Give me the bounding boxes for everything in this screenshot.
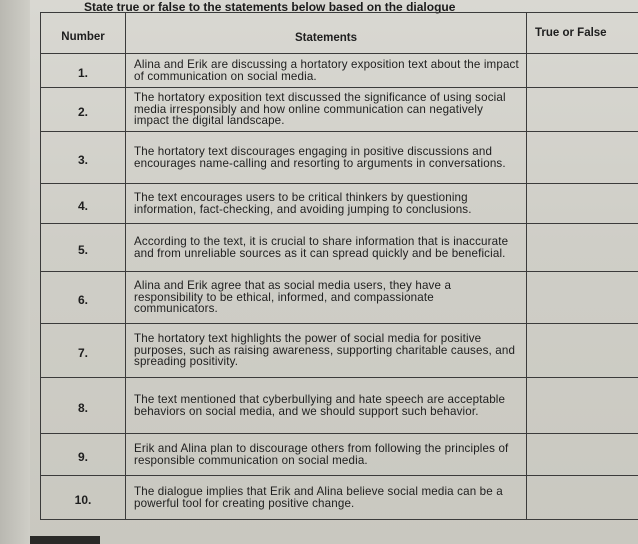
answer-cell[interactable] — [527, 378, 638, 434]
row-number: 5. — [41, 224, 126, 272]
answer-cell[interactable] — [527, 88, 638, 132]
row-statement: The text mentioned that cyberbullying and hate speech are acceptable behaviors on social media, and we should support such behavior. — [126, 378, 527, 434]
row-statement: The hortatory text discourages engaging in positive discussions and encourages name-calling and resorting to arguments in conversations. — [126, 132, 527, 184]
answer-cell[interactable] — [527, 272, 638, 324]
statements-column-header: Statements — [126, 13, 527, 54]
table-row — [41, 378, 638, 434]
answer-cell[interactable] — [527, 434, 638, 476]
page-left-edge — [0, 0, 30, 544]
row-number: 3. — [41, 132, 126, 184]
table-row — [41, 324, 638, 378]
table-row — [41, 132, 638, 184]
table-row — [41, 88, 638, 132]
row-statement: Alina and Erik are discussing a hortatory exposition text about the impact of communication on social media. — [126, 54, 527, 88]
row-number: 2. — [41, 88, 126, 132]
row-statement: The hortatory exposition text discussed the significance of using social media irresponsibly and how online communication can negatively impact the digital landscape. — [126, 88, 527, 132]
table-row — [41, 272, 638, 324]
row-number: 6. — [41, 272, 126, 324]
table-header-row — [41, 13, 638, 54]
row-number: 10. — [41, 476, 126, 520]
row-number: 8. — [41, 378, 126, 434]
row-number: 9. — [41, 434, 126, 476]
answer-cell[interactable] — [527, 324, 638, 378]
row-statement: Erik and Alina plan to discourage others from following the principles of responsible communication on social media. — [126, 434, 527, 476]
row-statement: The text encourages users to be critical thinkers by questioning information, fact-checking, and avoiding jumping to conclusions. — [126, 184, 527, 224]
row-number: 1. — [41, 54, 126, 88]
row-statement: According to the text, it is crucial to share information that is inaccurate and from unreliable sources as it can spread quickly and be beneficial. — [126, 224, 527, 272]
table-row — [41, 184, 638, 224]
true-false-table — [40, 12, 638, 520]
bottom-shadow — [30, 536, 100, 544]
row-statement: Alina and Erik agree that as social media users, they have a responsibility to be ethical, informed, and compassionate communicators. — [126, 272, 527, 324]
table-row — [41, 476, 638, 520]
number-column-header: Number — [41, 13, 126, 54]
table-row — [41, 54, 638, 88]
row-statement: The dialogue implies that Erik and Alina believe social media can be a powerful tool for creating positive change. — [126, 476, 527, 520]
answer-cell[interactable] — [527, 184, 638, 224]
answer-cell[interactable] — [527, 132, 638, 184]
row-statement: The hortatory text highlights the power of social media for positive purposes, such as raising awareness, supporting charitable causes, and spreading positivity. — [126, 324, 527, 378]
answer-cell[interactable] — [527, 54, 638, 88]
table-row — [41, 224, 638, 272]
row-number: 4. — [41, 184, 126, 224]
instruction-text: State true or false to the statements below based on the dialogue — [84, 0, 456, 14]
answer-cell[interactable] — [527, 224, 638, 272]
row-number: 7. — [41, 324, 126, 378]
true-or-false-column-header: True or False — [527, 13, 638, 54]
answer-cell[interactable] — [527, 476, 638, 520]
table-row — [41, 434, 638, 476]
